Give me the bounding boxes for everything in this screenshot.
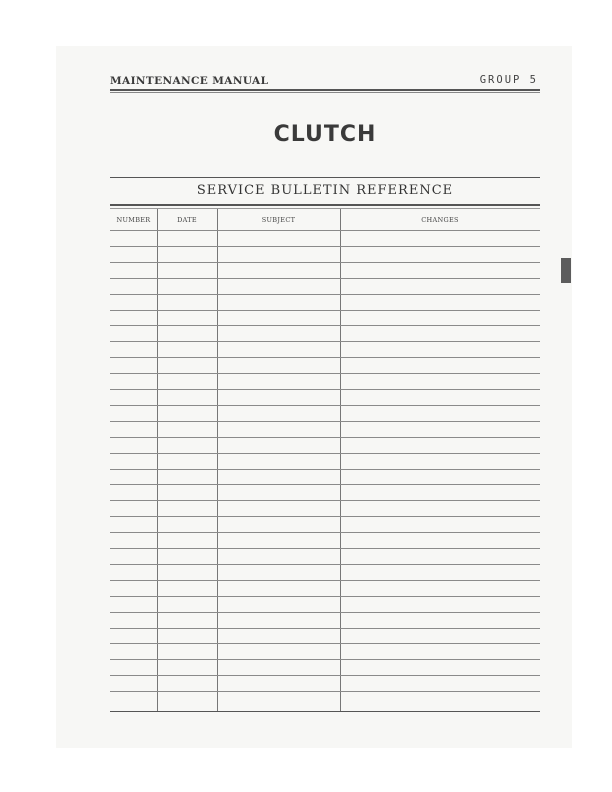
table-row-rule — [110, 262, 540, 263]
table-row-rule — [110, 373, 540, 374]
page-title: CLUTCH — [273, 122, 377, 147]
column-header-number: NUMBER — [116, 216, 151, 224]
table-row-rule — [110, 691, 540, 692]
table-row-rule — [110, 230, 540, 231]
table-row-rule — [110, 421, 540, 422]
column-header-date: DATE — [177, 216, 197, 224]
table-title: SERVICE BULLETIN REFERENCE — [196, 183, 454, 198]
section-tab-marker — [561, 258, 571, 283]
table-row-rule — [110, 357, 540, 358]
bulletin-table — [110, 204, 540, 712]
table-row-rule — [110, 453, 540, 454]
table-row-rule — [110, 437, 540, 438]
manual-heading: MAINTENANCE MANUAL — [110, 75, 269, 87]
table-row-rule — [110, 389, 540, 390]
table-row-rule — [110, 516, 540, 517]
table-row-rule — [110, 294, 540, 295]
table-row-rule — [110, 532, 540, 533]
table-row-rule — [110, 469, 540, 470]
table-row-rule — [110, 659, 540, 660]
table-row-rule — [110, 484, 540, 485]
column-header-subject: SUBJECT — [261, 216, 296, 224]
column-divider — [340, 209, 341, 711]
table-row-rule — [110, 278, 540, 279]
table-row-rule — [110, 405, 540, 406]
table-row-rule — [110, 325, 540, 326]
table-row-rule — [110, 580, 540, 581]
column-header-changes: CHANGES — [421, 216, 459, 224]
table-row-rule — [110, 341, 540, 342]
table-row-rule — [110, 643, 540, 644]
column-divider — [157, 209, 158, 711]
group-label: GROUP 5 — [479, 74, 538, 86]
column-divider — [217, 209, 218, 711]
table-row-rule — [110, 564, 540, 565]
section-rule — [110, 177, 540, 178]
table-row-rule — [110, 310, 540, 311]
table-row-rule — [110, 628, 540, 629]
table-row-rule — [110, 596, 540, 597]
table-row-rule — [110, 612, 540, 613]
table-row-rule — [110, 246, 540, 247]
table-row-rule — [110, 500, 540, 501]
header-rule — [110, 89, 540, 93]
table-row-rule — [110, 548, 540, 549]
table-row-rule — [110, 675, 540, 676]
